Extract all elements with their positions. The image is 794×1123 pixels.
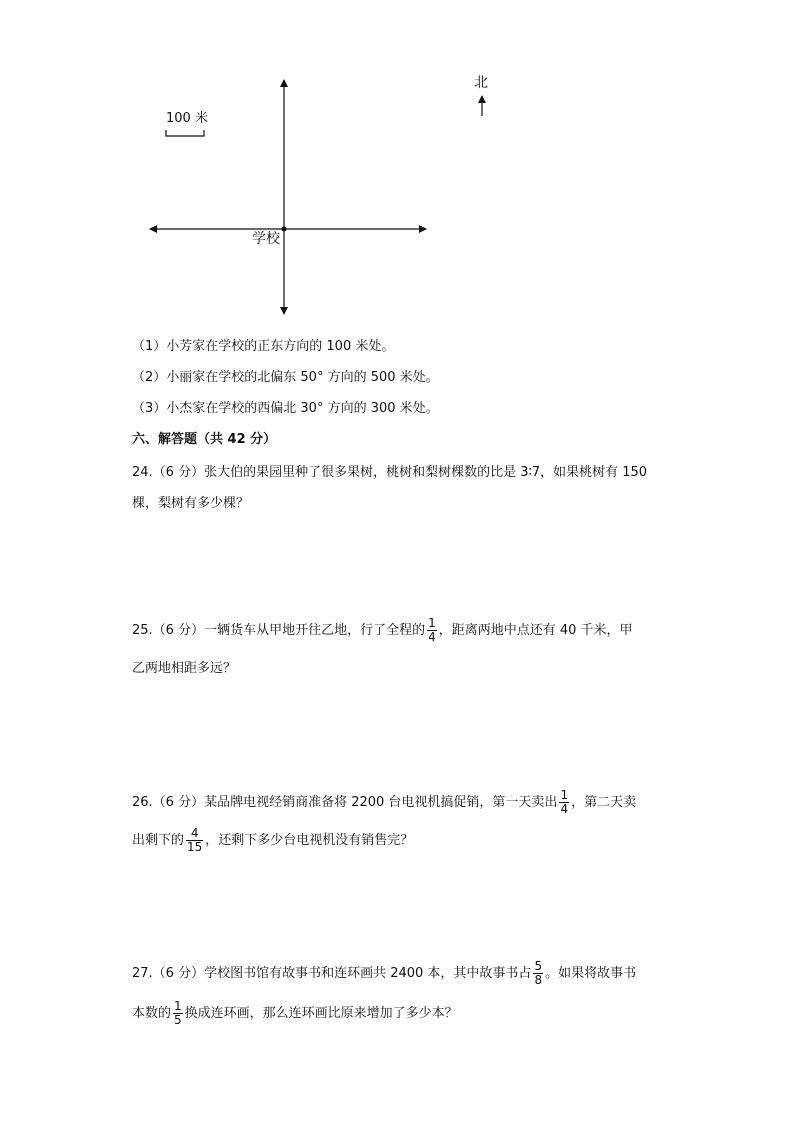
q26-fraction-2 (186, 827, 203, 853)
subquestion-3: （3）小杰家在学校的西偏北 30° 方向的 300 米处。 (132, 401, 439, 416)
scale-bar (166, 130, 204, 136)
q25-frac-denominator: 4 (428, 629, 436, 644)
q26-line1 (132, 789, 636, 815)
q27-line2-pre: 本数的 (132, 1005, 172, 1021)
q27-line2 (132, 1000, 458, 1026)
q26-line2 (132, 827, 413, 853)
q26-frac2-numerator: 4 (190, 826, 199, 840)
q25-frac-numerator: 1 (428, 616, 436, 630)
origin-label: 学校 (252, 231, 280, 247)
q24-line1: 24.（6 分）张大伯的果园里种了很多果树，桃树和梨树棵数的比是 3∶7，如果桃树有 150 (132, 465, 648, 480)
q26-line2-pre: 出剩下的 (132, 832, 185, 848)
subquestion-2: （2）小丽家在学校的北偏东 50° 方向的 500 米处。 (132, 370, 439, 385)
q27-line1 (132, 960, 636, 986)
q26-frac2-denominator: 15 (187, 839, 203, 854)
q25-line2: 乙两地相距多远？ (132, 661, 237, 676)
q26-line2-post: ，还剩下多少台电视机没有销售完？ (205, 832, 414, 848)
q27-frac1-denominator: 8 (534, 972, 543, 987)
q26-frac1-numerator: 1 (560, 788, 569, 802)
q27-fraction-2 (173, 1000, 183, 1026)
q27-line2-post: 换成连环画，那么连环画比原来增加了多少本？ (184, 1005, 458, 1021)
q27-text-pre: 27.（6 分）学校图书馆有故事书和连环画共 2400 本，其中故事书占 (132, 965, 532, 981)
q26-text-post: ，第二天卖 (571, 794, 637, 810)
q26-text-pre: 26.（6 分）某品牌电视经销商准备将 2200 台电视机搞促销，第一天卖出 (132, 794, 558, 810)
scale-label: 100 米 (166, 111, 208, 126)
q26-frac1-denominator: 4 (560, 801, 569, 816)
q24-line2: 棵，梨树有多少棵？ (132, 496, 250, 511)
q27-text-post: 。如果将故事书 (545, 965, 637, 981)
q27-fraction-1 (533, 960, 543, 986)
q27-frac2-numerator: 1 (174, 999, 182, 1013)
q27-frac1-numerator: 5 (534, 959, 543, 973)
origin-point (282, 227, 287, 232)
q25-line1 (132, 617, 633, 643)
direction-diagram (0, 0, 794, 330)
q25-fraction (427, 617, 437, 643)
q27-frac2-denominator: 5 (174, 1012, 182, 1027)
subquestion-1: （1）小芳家在学校的正东方向的 100 米处。 (132, 339, 395, 354)
q26-fraction-1 (559, 789, 569, 815)
north-label: 北 (474, 75, 488, 91)
q25-text-post: ，距离两地中点还有 40 千米，甲 (438, 622, 633, 638)
q25-text-pre: 25.（6 分）一辆货车从甲地开往乙地，行了全程的 (132, 622, 426, 638)
section-title: 六、解答题（共 42 分） (132, 432, 277, 447)
